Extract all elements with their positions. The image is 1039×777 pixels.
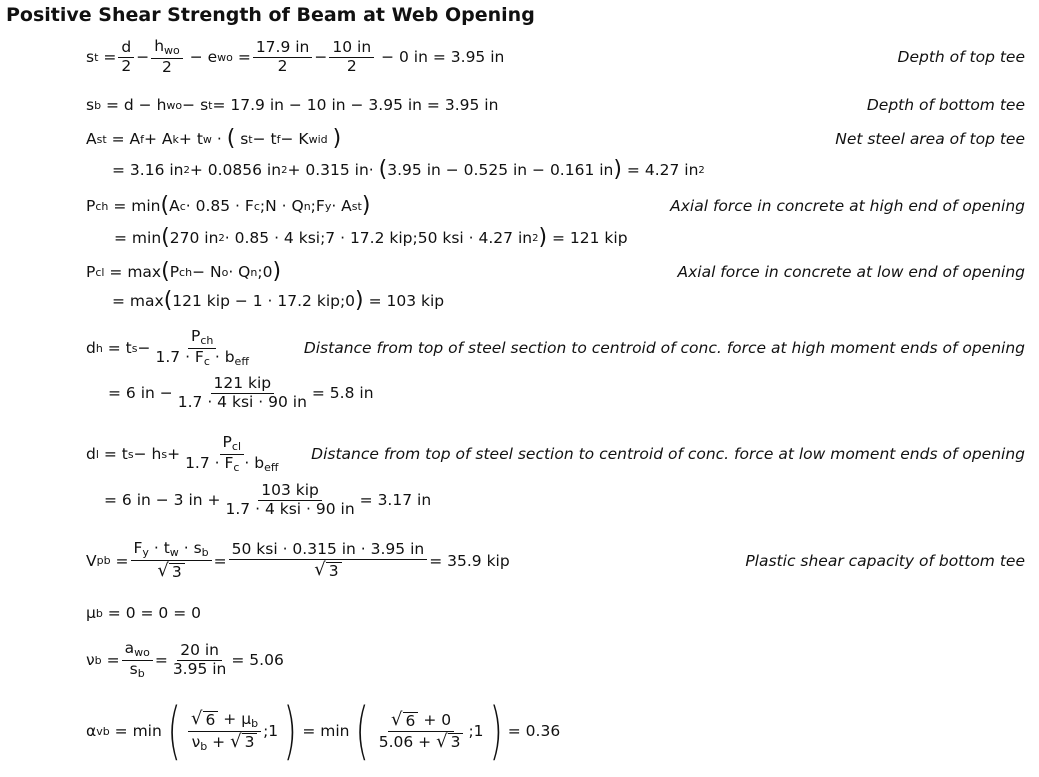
denominator: 1.7 · 4 ksi · 90 in bbox=[177, 392, 307, 411]
left-paren: ( bbox=[161, 225, 170, 250]
num-sub: b bbox=[251, 716, 259, 730]
left-paren: ( bbox=[378, 157, 388, 182]
page-title: Positive Shear Strength of Beam at Web Opening bbox=[6, 4, 535, 26]
result: = 4.27 in bbox=[626, 161, 699, 179]
term: + 0.0856 in bbox=[189, 161, 282, 179]
lhs-sub: b bbox=[95, 606, 103, 620]
term: = 3.16 in bbox=[112, 161, 184, 179]
equation-dh bbox=[86, 328, 1025, 368]
denominator: 2 bbox=[346, 56, 357, 75]
denominator: 2 bbox=[121, 56, 132, 75]
sqrt-icon: √ bbox=[436, 730, 448, 752]
expr: − t bbox=[252, 130, 277, 148]
sub: f bbox=[140, 132, 144, 146]
expr: = A bbox=[111, 130, 141, 148]
equation-dl bbox=[86, 434, 1025, 474]
sub: f bbox=[276, 132, 281, 146]
lhs-sub: b bbox=[94, 98, 102, 112]
left-paren: ( bbox=[163, 288, 173, 313]
exponent: 2 bbox=[183, 164, 190, 176]
left-paren: ( bbox=[354, 694, 369, 767]
denominator bbox=[153, 349, 252, 369]
sqrt-icon: √ bbox=[230, 730, 242, 752]
den-sub: c bbox=[203, 354, 210, 368]
radicand: 6 bbox=[403, 712, 419, 731]
function: = min bbox=[114, 229, 162, 247]
term: = 6 in − bbox=[108, 384, 173, 403]
num-sub: cl bbox=[231, 440, 241, 453]
sqrt-icon: √ bbox=[391, 708, 403, 730]
equation-nub-math: ν b = $\frac{a_{wo}}{s_b}$ = $\frac{20 in}{3.95 in}$ = 5.06 bbox=[86, 639, 284, 680]
e-sub: wo bbox=[217, 50, 233, 64]
sub: s bbox=[131, 341, 138, 355]
lhs: P bbox=[86, 197, 96, 215]
fraction bbox=[122, 640, 153, 680]
expr: = t bbox=[103, 445, 128, 464]
sqrt bbox=[191, 709, 218, 730]
numerator: 17.9 in bbox=[253, 39, 313, 58]
equation-dl-line2 bbox=[104, 482, 1025, 519]
radicand: 3 bbox=[448, 733, 464, 752]
equation-mub bbox=[86, 604, 1025, 622]
term: P bbox=[169, 263, 180, 281]
fraction bbox=[175, 375, 310, 412]
expr: + bbox=[167, 445, 181, 464]
lhs: ν bbox=[86, 651, 95, 670]
sqrt bbox=[230, 732, 257, 753]
sub: c bbox=[179, 199, 186, 213]
expr: = t bbox=[107, 339, 132, 358]
fraction bbox=[182, 434, 281, 474]
e-term: e bbox=[207, 48, 218, 67]
term: A bbox=[169, 197, 180, 215]
equation-ast-line2-math bbox=[112, 159, 705, 181]
numerator: 10 in bbox=[329, 39, 374, 58]
equation-sb-math bbox=[86, 96, 498, 114]
numerator bbox=[220, 434, 244, 455]
den-text: ν bbox=[191, 732, 201, 751]
term: 121 kip − 1 · 17.2 kip;0 bbox=[172, 292, 356, 310]
term: ;F bbox=[310, 197, 325, 215]
sub: st bbox=[351, 199, 362, 213]
term: ;N · Q bbox=[259, 197, 304, 215]
den-sub: eff bbox=[264, 460, 279, 474]
numerator bbox=[131, 540, 212, 561]
lhs: s bbox=[86, 96, 95, 114]
description: Axial force in concrete at high end of opening bbox=[670, 197, 1025, 215]
denominator: 2 bbox=[277, 56, 288, 75]
right-paren: ) bbox=[538, 225, 548, 250]
radicand: 3 bbox=[169, 563, 185, 582]
fraction bbox=[151, 38, 183, 76]
description: Depth of top tee bbox=[897, 48, 1025, 67]
right-paren: ) bbox=[613, 157, 622, 182]
num-text: + μ bbox=[218, 709, 252, 728]
lhs: μ bbox=[86, 604, 96, 622]
lhs-sub: b bbox=[94, 653, 102, 667]
function: = min bbox=[113, 197, 161, 215]
separator: ;1 bbox=[263, 722, 279, 740]
denominator bbox=[376, 732, 467, 753]
num-text: + 0 bbox=[418, 710, 452, 729]
function: = min bbox=[302, 722, 350, 740]
equation-avb bbox=[86, 694, 1025, 767]
expr: + t bbox=[178, 130, 203, 148]
den-text: 1.7 · F bbox=[155, 347, 204, 366]
fraction bbox=[153, 328, 252, 368]
expr: − h bbox=[133, 445, 162, 464]
equation-pcl-line2-math bbox=[112, 290, 444, 312]
result: = 3.17 in bbox=[359, 491, 432, 510]
equation-mub-math bbox=[86, 604, 201, 622]
fraction bbox=[131, 540, 212, 581]
equation-sb bbox=[86, 96, 1025, 114]
exponent: 2 bbox=[698, 164, 705, 176]
equation-vpb bbox=[86, 540, 1025, 581]
equation-st bbox=[86, 38, 1025, 76]
sqrt-icon: √ bbox=[191, 707, 203, 729]
expr-mid-sub: t bbox=[208, 98, 213, 112]
function: = max bbox=[112, 292, 164, 310]
sub: t bbox=[248, 132, 253, 146]
exponent: 2 bbox=[532, 232, 539, 244]
sub: s bbox=[161, 447, 168, 461]
equation-pch-line2 bbox=[114, 227, 1025, 249]
right-paren: ) bbox=[272, 259, 282, 284]
lhs: s bbox=[86, 48, 95, 67]
sub: o bbox=[221, 265, 229, 279]
den-sub: b bbox=[200, 739, 208, 753]
sub: n bbox=[303, 199, 311, 213]
sqrt-icon: √ bbox=[157, 559, 169, 581]
equation-ast-line2 bbox=[112, 159, 1025, 181]
radicand: 3 bbox=[326, 562, 342, 581]
equation-vpb-math: V pb = $F_y \cdot t_w \cdot s_b$ √ 3 = 50 ksi · 0.315 in · 3.95 in √ 3 = 35.9 kip bbox=[86, 539, 510, 581]
separator: ;1 bbox=[468, 722, 484, 740]
numerator: 20 in bbox=[177, 642, 222, 661]
sub: c bbox=[253, 199, 260, 213]
description: Net steel area of top tee bbox=[835, 130, 1025, 148]
right-paren: ) bbox=[488, 694, 503, 767]
den-text: 5.06 + bbox=[378, 732, 432, 751]
lhs-sub: t bbox=[94, 50, 99, 64]
num-text: · s bbox=[178, 539, 202, 557]
equation-pcl-line2 bbox=[112, 290, 1025, 312]
num-text: P bbox=[191, 327, 201, 345]
term: 3.95 in − 0.525 in − 0.161 in bbox=[387, 161, 614, 179]
numerator bbox=[122, 640, 153, 661]
den-text: · b bbox=[209, 347, 235, 366]
numerator bbox=[388, 710, 454, 732]
numerator: 121 kip bbox=[211, 375, 275, 394]
expr-sub: wo bbox=[166, 98, 183, 112]
denominator: 2 bbox=[162, 57, 172, 76]
num-sub: y bbox=[142, 546, 149, 559]
expr: − K bbox=[280, 130, 309, 148]
sub: n bbox=[250, 265, 258, 279]
numerator bbox=[151, 38, 183, 59]
expr: s bbox=[240, 130, 249, 148]
num-sub: ch bbox=[200, 334, 214, 347]
denominator-sqrt bbox=[311, 560, 344, 581]
result: 0 in = 3.95 in bbox=[399, 48, 505, 67]
lhs-sub: pb bbox=[96, 554, 111, 568]
equation-nub bbox=[86, 640, 1025, 680]
denominator bbox=[127, 661, 148, 681]
lhs-sub: l bbox=[95, 447, 99, 461]
lhs: d bbox=[86, 339, 96, 358]
exponent: 2 bbox=[281, 164, 288, 176]
fraction bbox=[376, 710, 467, 752]
equation-dh-math bbox=[86, 328, 254, 368]
num-sub: w bbox=[169, 546, 179, 559]
den-text: + bbox=[207, 732, 226, 751]
num-text: a bbox=[124, 639, 135, 657]
sub: k bbox=[172, 132, 179, 146]
expr: = d − h bbox=[106, 96, 167, 114]
denominator: 3.95 in bbox=[172, 659, 227, 678]
sub: y bbox=[324, 199, 332, 213]
numerator bbox=[188, 328, 216, 349]
term: · 0.85 · 4 ksi;7 · 17.2 kip;50 ksi · 4.27 in bbox=[224, 229, 533, 247]
sub: ch bbox=[179, 265, 193, 279]
fraction bbox=[170, 642, 230, 679]
result: = 0.36 bbox=[507, 722, 561, 740]
term: + 0.315 in· bbox=[287, 161, 374, 179]
right-paren: ) bbox=[332, 126, 342, 151]
lhs-sub: cl bbox=[95, 265, 105, 279]
numerator: 103 kip bbox=[258, 482, 322, 501]
equation-pch-line2-math bbox=[114, 227, 628, 249]
sqrt bbox=[391, 710, 418, 731]
den-text: s bbox=[129, 659, 138, 678]
fraction bbox=[229, 541, 428, 581]
numerator bbox=[188, 709, 261, 732]
equation-avb-math bbox=[86, 694, 561, 767]
num-sub: wo bbox=[164, 44, 180, 57]
expr-mid: − s bbox=[182, 96, 209, 114]
right-paren: ) bbox=[361, 193, 371, 218]
result: = 35.9 kip bbox=[429, 551, 510, 570]
description: Plastic shear capacity of bottom tee bbox=[745, 551, 1025, 570]
lhs: A bbox=[86, 130, 97, 148]
result: = 17.9 in − 10 in − 3.95 in = 3.95 in bbox=[212, 96, 499, 114]
equation-pch bbox=[86, 195, 1025, 217]
equation-pcl-math bbox=[86, 261, 281, 283]
lhs: V bbox=[86, 551, 97, 570]
function: = min bbox=[114, 722, 162, 740]
result: = 103 kip bbox=[368, 292, 445, 310]
equation-st-math: s t = $\frac{d}{2}$ − $\frac{h_{wo}}{2}$ − e wo = $\frac{17.9 in}{2}$ − $\frac{10 in}{2}$ − 0 in = 3.95 in bbox=[86, 37, 505, 76]
term: · Q bbox=[228, 263, 251, 281]
sqrt-icon: √ bbox=[314, 558, 326, 580]
exponent: 2 bbox=[218, 232, 225, 244]
equation-pcl bbox=[86, 261, 1025, 283]
result: = 5.06 bbox=[231, 651, 284, 670]
sub: wid bbox=[308, 132, 328, 146]
num-text: F bbox=[133, 539, 143, 557]
left-paren: ( bbox=[167, 694, 181, 767]
term: ;0 bbox=[257, 263, 273, 281]
den-sub: eff bbox=[234, 354, 249, 368]
sub: s bbox=[127, 447, 134, 461]
denominator: 1.7 · 4 ksi · 90 in bbox=[225, 499, 355, 518]
result: = 121 kip bbox=[552, 229, 628, 247]
left-paren: ( bbox=[226, 126, 236, 151]
denominator bbox=[182, 455, 281, 475]
den-text: 1.7 · F bbox=[185, 453, 234, 472]
right-paren: ) bbox=[283, 694, 297, 767]
sqrt bbox=[436, 732, 463, 753]
lhs: α bbox=[86, 722, 97, 740]
equation-dl-line2-math bbox=[104, 482, 431, 519]
term: · A bbox=[331, 197, 352, 215]
den-sub: b bbox=[137, 666, 145, 680]
description: Distance from top of steel section to centroid of conc. force at high moment ends of opening bbox=[303, 339, 1025, 358]
function: = max bbox=[109, 263, 162, 281]
lhs-sub: ch bbox=[95, 199, 109, 213]
lhs-sub: h bbox=[95, 341, 103, 355]
term: 270 in bbox=[169, 229, 219, 247]
equation-pch-math bbox=[86, 195, 370, 217]
num-sub: b bbox=[201, 546, 209, 559]
lhs-sub: st bbox=[96, 132, 107, 146]
description: Axial force in concrete at low end of opening bbox=[677, 263, 1025, 281]
numerator: d bbox=[118, 39, 134, 58]
equation-ast-math: A st = A f + A k + t w · ( s t − t f − K wid ) bbox=[86, 126, 342, 151]
den-text: · b bbox=[239, 453, 265, 472]
fraction bbox=[118, 39, 134, 76]
term: − N bbox=[192, 263, 222, 281]
term: = 6 in − 3 in + bbox=[104, 491, 221, 510]
denominator bbox=[189, 732, 261, 754]
equation-dl-math bbox=[86, 434, 283, 474]
lhs-sub: vb bbox=[96, 724, 110, 738]
description: Depth of bottom tee bbox=[866, 96, 1025, 114]
den-sub: c bbox=[233, 460, 240, 474]
expr: − bbox=[137, 339, 151, 358]
fraction bbox=[223, 482, 358, 519]
right-paren: ) bbox=[355, 288, 364, 313]
description: Distance from top of steel section to centroid of conc. force at low moment ends of opening bbox=[311, 445, 1025, 464]
num-sub: wo bbox=[134, 646, 150, 659]
result: = 5.8 in bbox=[311, 384, 374, 403]
left-paren: ( bbox=[160, 193, 170, 218]
sub: w bbox=[202, 132, 212, 146]
num-text: P bbox=[222, 433, 232, 451]
left-paren: ( bbox=[161, 259, 170, 284]
fraction bbox=[253, 39, 313, 76]
num-text: h bbox=[154, 37, 165, 55]
equation-dh-line2 bbox=[108, 375, 1025, 412]
lhs: P bbox=[86, 263, 96, 281]
expr: + A bbox=[144, 130, 173, 148]
fraction bbox=[188, 709, 261, 753]
radicand: 6 bbox=[203, 711, 219, 730]
fraction bbox=[329, 39, 374, 76]
radicand: 3 bbox=[242, 733, 258, 752]
denominator-sqrt bbox=[154, 561, 187, 582]
lhs: d bbox=[86, 445, 96, 464]
result: = 0 = 0 = 0 bbox=[107, 604, 201, 622]
term: · 0.85 · F bbox=[185, 197, 254, 215]
numerator: 50 ksi · 0.315 in · 3.95 in bbox=[229, 541, 428, 560]
equation-ast bbox=[86, 128, 1025, 150]
num-text: · t bbox=[148, 539, 170, 557]
equation-dh-line2-math bbox=[108, 375, 374, 412]
